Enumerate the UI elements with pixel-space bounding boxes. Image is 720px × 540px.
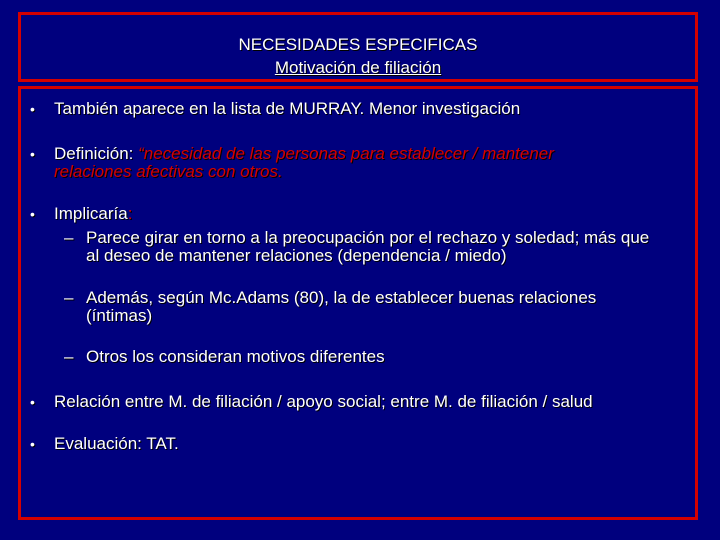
bullet-text-murray: También aparece en la lista de MURRAY. Menor investigación — [54, 99, 521, 118]
bullet-text-relacion: Relación entre M. de filiación / apoyo social; entre M. de filiación / salud — [54, 392, 593, 411]
bullet-marker: • — [30, 394, 35, 410]
title-box — [18, 12, 698, 82]
sub-bullet-rechazo-line1: Parece girar en torno a la preocupación por el rechazo y soledad; más que — [86, 228, 650, 247]
sub-bullet-marker: – — [64, 347, 74, 366]
implicaria-colon: : — [127, 204, 133, 223]
sub-bullet-mcadams-line1: Además, según Mc.Adams (80), la de establecer buenas relaciones — [86, 288, 597, 307]
sub-bullet-otros: Otros los consideran motivos diferentes — [86, 347, 385, 366]
sub-bullet-marker: – — [64, 288, 74, 307]
definition-label: Definición: — [54, 144, 139, 163]
sub-bullet-mcadams-line2: (íntimas) — [86, 306, 153, 325]
bullet-text-implicaria — [54, 205, 132, 223]
sub-bullet-marker: – — [64, 228, 74, 247]
slide-title: NECESIDADES ESPECIFICAS — [238, 35, 478, 54]
bullet-text-definition — [54, 145, 554, 163]
bullet-marker: • — [30, 436, 35, 452]
bullet-marker: • — [30, 101, 35, 117]
bullet-marker: • — [30, 206, 35, 222]
definition-highlight-line2: relaciones afectivas con otros. — [54, 162, 283, 181]
implicaria-label: Implicaría — [54, 204, 128, 223]
sub-bullet-rechazo-line2: al deseo de mantener relaciones (dependencia / miedo) — [86, 246, 507, 265]
definition-highlight-line1: “necesidad de las personas para establecer / mantener — [138, 144, 554, 163]
bullet-marker: • — [30, 146, 35, 162]
slide-subtitle: Motivación de filiación — [274, 58, 442, 77]
bullet-text-evaluacion: Evaluación: TAT. — [54, 434, 179, 453]
